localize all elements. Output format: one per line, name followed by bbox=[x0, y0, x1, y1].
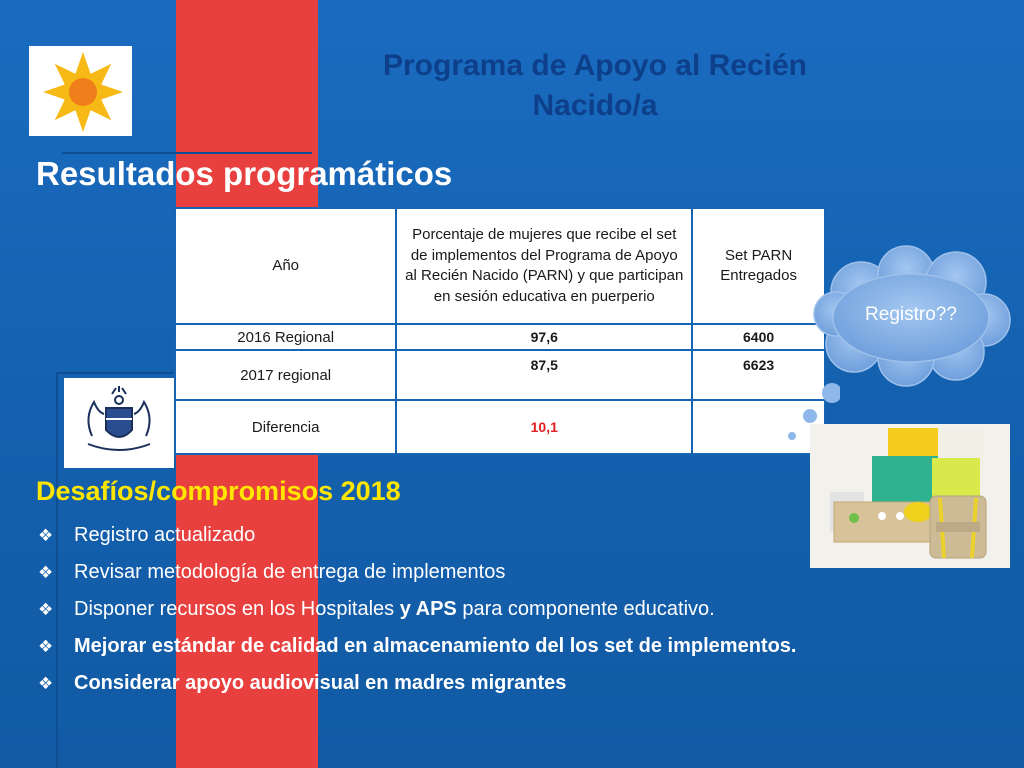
row-label: 2016 Regional bbox=[175, 324, 396, 350]
row-sets: 6400 bbox=[692, 324, 825, 350]
row-label: Diferencia bbox=[175, 400, 396, 454]
section-subtitle: Resultados programáticos bbox=[36, 155, 453, 192]
table-row bbox=[175, 400, 825, 454]
row-percent: 87,5 bbox=[396, 350, 692, 400]
list-item-emphasis: y APS bbox=[399, 598, 457, 620]
list-item-text: Mejorar estándar de calidad en almacenamiento del los set de implementos. bbox=[74, 635, 797, 657]
diamond-bullet-icon: ❖ bbox=[38, 526, 54, 545]
table-header-row bbox=[175, 208, 825, 324]
results-table bbox=[174, 207, 826, 455]
challenges-title: Desafíos/compromisos 2018 bbox=[36, 476, 401, 506]
table-row bbox=[175, 350, 825, 400]
coat-of-arms-icon bbox=[64, 378, 174, 468]
row-percent: 97,6 bbox=[396, 324, 692, 350]
decor-line bbox=[56, 372, 176, 374]
table-row bbox=[175, 324, 825, 350]
diamond-bullet-icon: ❖ bbox=[38, 637, 54, 656]
cloud-label: Registro?? bbox=[865, 304, 957, 325]
header-percentage: Porcentaje de mujeres que recibe el set de implementos del Programa de Apoyo al Recién Nacido (PARN) y que participan en sesión educativa en puerperio bbox=[396, 208, 692, 324]
challenges-list bbox=[38, 520, 998, 705]
list-item-text: para componente educativo. bbox=[456, 598, 715, 620]
list-item-text: Considerar apoyo audiovisual en madres migrantes bbox=[74, 672, 567, 694]
row-percent: 10,1 bbox=[396, 400, 692, 454]
row-sets: 6623 bbox=[692, 350, 825, 400]
row-label: 2017 regional bbox=[175, 350, 396, 400]
diamond-bullet-icon: ❖ bbox=[38, 600, 54, 619]
list-item bbox=[38, 631, 998, 668]
diamond-bullet-icon: ❖ bbox=[38, 674, 54, 693]
sun-logo-icon bbox=[29, 46, 132, 136]
list-item-text: Disponer recursos en los Hospitales bbox=[74, 598, 400, 620]
header-sets-delivered: Set PARN Entregados bbox=[692, 208, 825, 324]
list-item-text: Registro actualizado bbox=[74, 524, 256, 546]
list-item bbox=[38, 557, 998, 594]
list-item-text: Revisar metodología de entrega de implementos bbox=[74, 561, 506, 583]
sun-logo-tile bbox=[29, 46, 132, 136]
header-year: Año bbox=[175, 208, 396, 324]
list-item bbox=[38, 520, 998, 557]
diamond-bullet-icon: ❖ bbox=[38, 563, 54, 582]
coat-of-arms-tile bbox=[64, 378, 174, 468]
decor-line bbox=[62, 152, 312, 154]
list-item bbox=[38, 594, 998, 631]
page-title: Programa de Apoyo al Recién Nacido/a bbox=[382, 49, 807, 122]
list-item bbox=[38, 668, 998, 705]
